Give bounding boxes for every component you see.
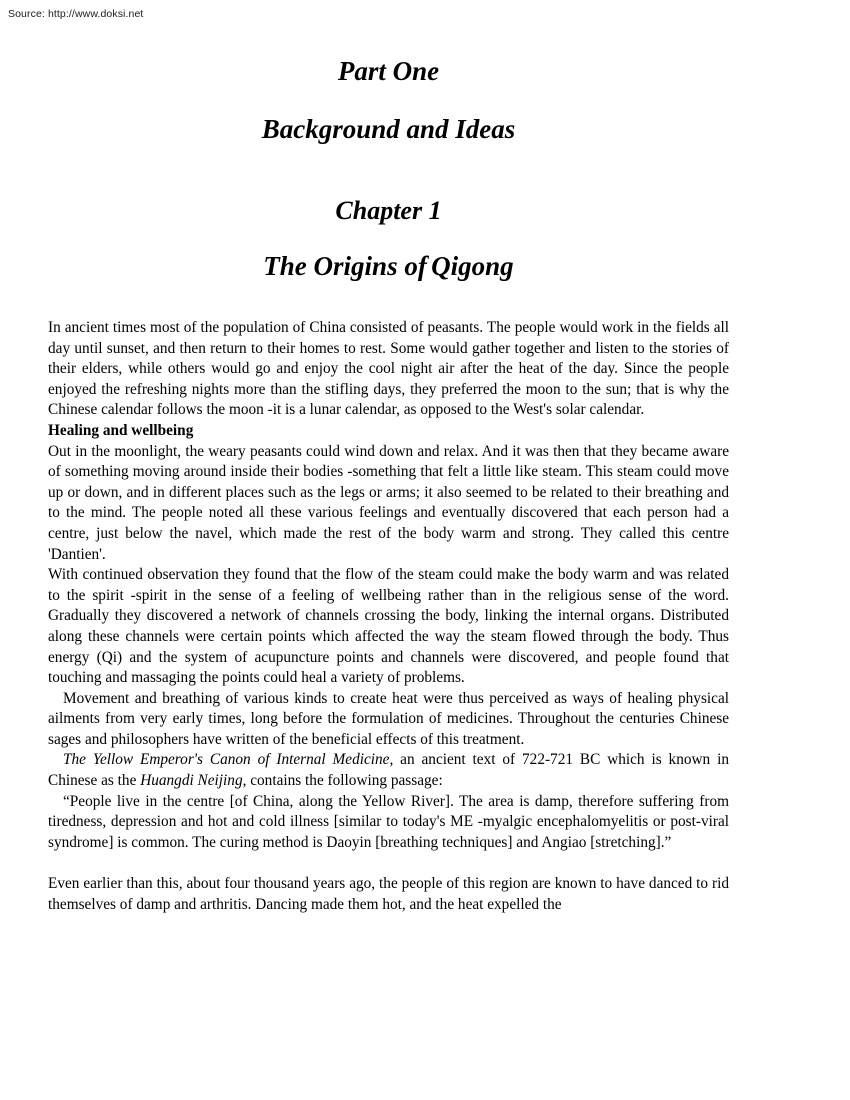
paragraph-ancient-times: In ancient times most of the population of China consisted of peasants. The people would work in the fields all day until sunset, and then return to their homes to rest. Some would gather together and listen to the stories of their elders, while others would go and enjoy the cool night air after the heat of the day. Since the people enjoyed the refreshing nights more than the stifling days, they preferred the moon to the sun; that is why the Chinese calendar follows the moon -it is a lunar calendar, as opposed to the West's solar calendar.	[48, 319, 729, 419]
chapter-title-lead: The Origins of	[263, 251, 427, 281]
chapter-title-tail: Qigong	[431, 251, 514, 281]
book-title-yellow-emperor: The Yellow Emperor's Canon of Internal Medicine,	[63, 751, 394, 769]
section-heading-healing-and-wellbeing: Healing and wellbeing	[48, 421, 194, 439]
chapter-title-heading	[48, 226, 729, 282]
part-title: Part One	[337, 56, 440, 86]
book-title-huangdi-neijing: Huangdi Neijing,	[140, 772, 247, 790]
paragraph-even-earlier: Even earlier than this, about four thousand years ago, the people of this region are known to have danced to rid themselves of damp and arthritis. Dancing made them hot, and the heat expelled the	[48, 875, 729, 913]
title-block	[48, 0, 729, 282]
source-url-header: Source: http://www.doksi.net	[8, 8, 144, 20]
paragraph-continued-observation: With continued observation they found that the flow of the steam could make the body warm and was related to the spirit -spirit in the sense of a feeling of wellbeing rather than in the religious sense of the word. Gradually they discovered a network of channels crossing the body, linking the internal organs. Distributed along these channels were certain points which affected the way the steam flowed through the body. Thus energy (Qi) and the system of acupuncture points and channels were discovered, and people found that touching and massaging the points could heal a variety of problems.	[48, 566, 729, 687]
paragraph-quoted-passage: “People live in the centre [of China, along the Yellow River]. The area is damp, therefore suffering from tiredness, depression and hot and cold illness [similar to today's ME -myalgic encephalomyelitis or post-viral syndrome] is common. The curing method is Daoyin [breathing techniques] and Angiao [stretching].”	[48, 792, 729, 851]
document-page	[48, 0, 729, 915]
part-subtitle: Background and Ideas	[261, 114, 516, 144]
paragraph-movement-and-breathing: Movement and breathing of various kinds to create heat were thus perceived as ways of healing physical ailments from very early times, long before the formulation of medicines. Throughout the centuries Chinese sages and philosophers have written of the beneficial effects of this treatment.	[48, 689, 729, 748]
paragraph-yellow-emperor	[48, 750, 729, 791]
chapter-number-heading: Chapter 1	[335, 196, 442, 225]
paragraph-yellow-emperor-end: contains the following passage:	[246, 772, 443, 790]
body-text	[48, 282, 729, 915]
paragraph-yellow-emperor-mid: an ancient text of 722-721 BC which is known in Chinese as the	[48, 751, 729, 790]
paragraph-moonlight: Out in the moonlight, the weary peasants could wind down and relax. And it was then that they became aware of something moving around inside their bodies -something that felt a little like steam. This steam could move up or down, and in different places such as the legs or arms; it also seemed to be related to their breathing and to the mind. The people noted all these various feelings and eventually discovered that each person had a centre, just below the navel, which made the rest of the body warm and strong. They called this centre 'Dantien'.	[48, 442, 729, 563]
